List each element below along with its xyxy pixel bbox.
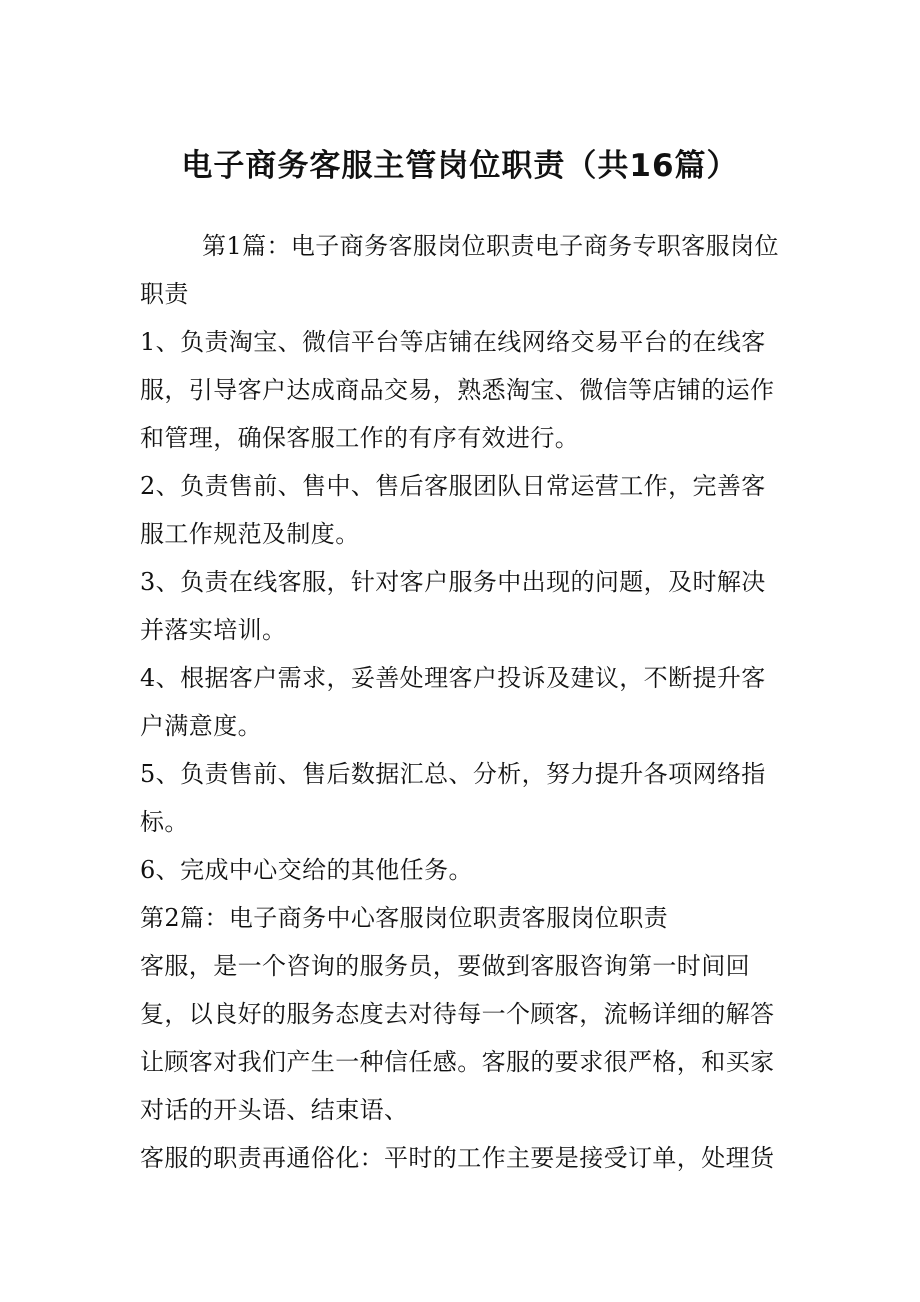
document-title: 电子商务客服主管岗位职责（共16篇） <box>181 148 739 184</box>
section-2-paragraph-1: 客服，是一个咨询的服务员，要做到客服咨询第一时间回复，以良好的服务态度去对待每一个顾客，流畅详细的解答让顾客对我们产生一种信任感。客服的要求很严格，和买家对话的开头语、结束语、 <box>140 952 775 1124</box>
duty-item-3: 3、负责在线客服，针对客户服务中出现的问题，及时解决并落实培训。 <box>140 568 766 644</box>
duty-item-6: 6、完成中心交给的其他任务。 <box>140 856 473 884</box>
duty-item-2: 2、负责售前、售中、售后客服团队日常运营工作，完善客服工作规范及制度。 <box>140 472 766 548</box>
duty-item-4: 4、根据客户需求，妥善处理客户投诉及建议，不断提升客户满意度。 <box>140 664 766 740</box>
duty-item-5: 5、负责售前、售后数据汇总、分析，努力提升各项网络指标。 <box>140 760 766 836</box>
section-heading-2: 第2篇：电子商务中心客服岗位职责客服岗位职责 <box>140 904 669 932</box>
section-heading-1: 第1篇：电子商务客服岗位职责电子商务专职客服岗位职责 <box>140 232 779 308</box>
duty-item-1: 1、负责淘宝、微信平台等店铺在线网络交易平台的在线客服，引导客户达成商品交易，熟悉淘宝、微信等店铺的运作和管理，确保客服工作的有序有效进行。 <box>140 328 775 452</box>
section-2-paragraph-2: 客服的职责再通俗化：平时的工作主要是接受订单，处理货 <box>140 1144 775 1172</box>
document-body <box>140 222 780 1182</box>
